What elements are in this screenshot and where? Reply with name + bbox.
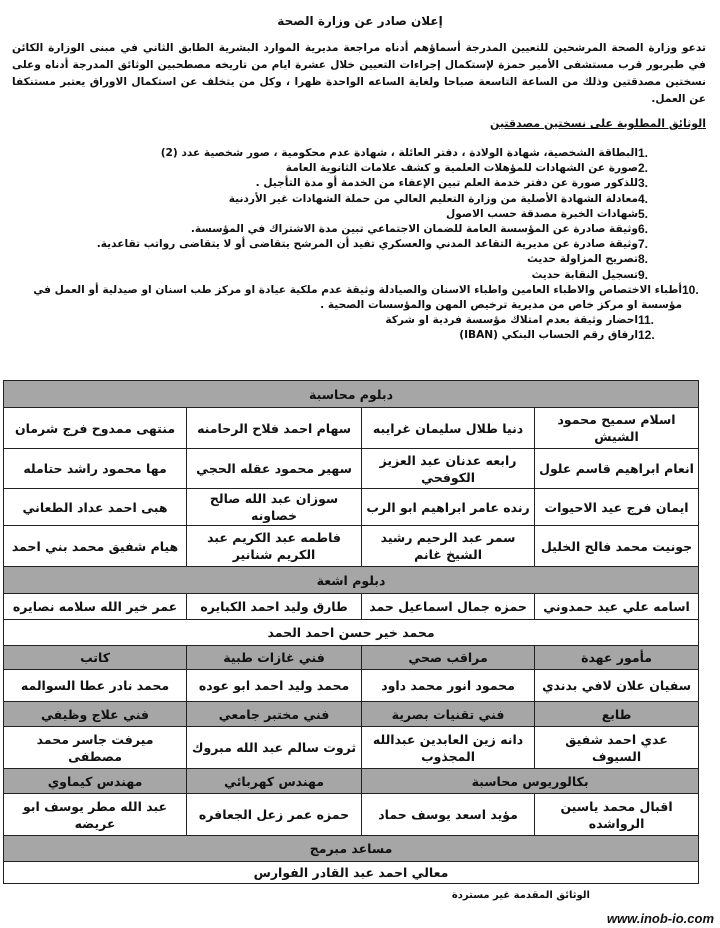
candidate-name-cell: سمر عبد الرحيم رشيد الشيخ غانم (362, 526, 535, 567)
candidate-name-cell: عبد الله مطر يوسف ابو عريضه (4, 794, 187, 836)
requirement-number: 12. (638, 328, 655, 343)
table-row (4, 670, 699, 702)
requirement-text: تسجيل النقابة حديث (531, 268, 638, 281)
requirement-number: 4. (638, 191, 649, 206)
candidate-name-cell: سوزان عبد الله صالح خصاونه (187, 489, 362, 526)
candidate-name-cell: ميرفت جاسر محمد مصطفى (4, 727, 187, 769)
requirement-text: أطباء الاختصاص والاطباء العامين واطباء الاسنان والصيادلة وثيقة عدم ملكية عيادة او مركز طب اسنان او صيدلية أو العمل في مؤسسة او مركز خاص من مديرية ترخيص المهن والمؤسسات الصحية . (33, 283, 682, 312)
table-row (4, 620, 699, 646)
candidate-name-cell: سفيان علان لافي بدندي (535, 670, 699, 702)
requirement-text: معادلة الشهادة الأصلية من وزارة التعليم العالي من حملة الشهادات غير الأردنية (228, 192, 638, 205)
requirement-item (6, 207, 706, 222)
candidate-name-cell: اقبال محمد ياسين الرواشده (535, 794, 699, 836)
candidate-name-cell: حمزه عمر زعل الجعافره (187, 794, 362, 836)
candidate-name-cell: فاطمه عبد الكريم عبد الكريم شنانير (187, 526, 362, 567)
candidate-name-cell: منتهى ممدوح فرج شرمان (4, 408, 187, 449)
table-header-row (4, 702, 699, 727)
job-title-cell: طابع (535, 702, 699, 727)
requirements-list (6, 146, 706, 344)
job-title-cell: فني غازات طبية (187, 646, 362, 670)
requirement-text: وثيقة صادرة عن المؤسسة العامة للضمان الاجتماعي تبين مدة الاشتراك في المؤسسة. (190, 223, 638, 236)
candidate-name-cell: اسلام سميح محمود الشيش (535, 408, 699, 449)
candidate-name-cell: محمد خير حسن احمد الحمد (4, 620, 699, 646)
requirement-item (6, 192, 706, 207)
footer-note: الوثائق المقدمة غير مستردة (451, 890, 590, 901)
requirement-item (6, 161, 706, 176)
candidate-name-cell: سهير محمود عقله الحجي (187, 449, 362, 489)
requirement-item (6, 252, 706, 267)
requirement-number: 9. (638, 267, 649, 282)
candidate-name-cell: عمر خير الله سلامه نصايره (4, 594, 187, 620)
requirement-item (6, 328, 706, 343)
job-title-cell: بكالوريوس محاسبة (362, 769, 699, 794)
requirement-text: تصريح المزاولة حديث (527, 253, 638, 266)
candidate-name-cell: رنده عامر ابراهيم ابو الرب (362, 489, 535, 526)
candidate-name-cell: هبى احمد عداد الطعاني (4, 489, 187, 526)
job-title-cell: فني تقنيات بصرية (362, 702, 535, 727)
requirement-text: للذكور صورة عن دفتر خدمة العلم تبين الإعفاء من الخدمة أو مدة التأجيل . (255, 177, 638, 190)
requirement-number: 5. (638, 206, 649, 221)
requirement-item (6, 237, 706, 252)
requirements-heading: الوثائق المطلوبة على نسختين مصدقتين (490, 117, 706, 130)
candidate-name-cell: دنيا طلال سليمان غرايبه (362, 408, 535, 449)
requirement-item (6, 222, 706, 237)
candidate-name-cell: محمود انور محمد داود (362, 670, 535, 702)
requirement-text: ارفاق رقم الحساب البنكي (IBAN) (459, 329, 638, 342)
table-header-row (4, 567, 699, 594)
candidate-name-cell: هيام شفيق محمد بني احمد (4, 526, 187, 567)
table-header-row (4, 836, 699, 862)
table-row (4, 727, 699, 769)
candidate-name-cell: جونيت محمد فالح الخليل (535, 526, 699, 567)
job-title-cell: مهندس كهربائي (187, 769, 362, 794)
candidate-name-cell: دانه زين العابدين عبدالله المجذوب (362, 727, 535, 769)
candidate-name-cell: مؤيد اسعد يوسف حماد (362, 794, 535, 836)
table-row (4, 862, 699, 884)
requirement-text: شهادات الخبرة مصدقة حسب الاصول (446, 207, 638, 220)
candidates-table (3, 380, 699, 884)
table-row (4, 526, 699, 567)
candidate-name-cell: طارق وليد احمد الكبايره (187, 594, 362, 620)
candidate-name-cell: ايمان فرج عيد الاحيوات (535, 489, 699, 526)
job-title-cell: فني علاج وظيفي (4, 702, 187, 727)
requirement-item (6, 146, 706, 161)
job-title-cell: دبلوم اشعة (4, 567, 699, 594)
table-header-row (4, 381, 699, 408)
table-header-row (4, 646, 699, 670)
table-row (4, 594, 699, 620)
job-title-cell: فني مختبر جامعي (187, 702, 362, 727)
requirement-text: وثيقة صادرة عن مديرية التقاعد المدني والعسكري تفيد أن المرشح يتقاضى أو لا يتقاضى رواتب تقاعدية. (96, 238, 638, 251)
announcement-title: إعلان صادر عن وزارة الصحة (277, 14, 443, 28)
job-title-cell: مراقب صحي (362, 646, 535, 670)
candidate-name-cell: اسامه علي عيد حمدوني (535, 594, 699, 620)
candidate-name-cell: مها محمود راشد حتامله (4, 449, 187, 489)
candidate-name-cell: معالي احمد عبد القادر الفوارس (4, 862, 699, 884)
requirement-number: 7. (638, 237, 649, 252)
candidate-name-cell: عدي احمد شفيق السيوف (535, 727, 699, 769)
candidate-name-cell: محمد نادر عطا السوالمه (4, 670, 187, 702)
table-row (4, 408, 699, 449)
intro-paragraph: تدعو وزارة الصحة المرشحين للتعيين المدرجة أسماؤهم أدناه مراجعة مديرية الموارد البشرية الطابق الثاني في مبنى الوزارة الكائن في طبربور قرب مستشفى الأمير حمزة لإستكمال إجراءات التعيين خلال عشرة ايام من تاريخه مصطحبين الوثائق المدرجة أدناه وعلى نسختين مصدقتين وذلك من الساعة التاسعة صباحا ولغاية الساعه الواحدة ظهرا ، وكل من يتخلف عن استكمال الاوراق يعتبر مستنكفا عن العمل. (12, 42, 706, 105)
requirement-number: 11. (638, 313, 655, 328)
requirement-number: 1. (638, 146, 649, 160)
candidate-name-cell: ثروت سالم عبد الله مبروك (187, 727, 362, 769)
requirement-item (6, 176, 706, 191)
watermark: www.inob-io.com (606, 911, 714, 926)
job-title-cell: مأمور عهدة (535, 646, 699, 670)
requirement-number: 6. (638, 222, 649, 237)
requirement-item (6, 268, 706, 283)
requirement-number: 2. (638, 161, 649, 176)
candidate-name-cell: حمزه جمال اسماعيل حمد (362, 594, 535, 620)
job-title-cell: كاتب (4, 646, 187, 670)
requirement-text: احضار وثيقة بعدم امتلاك مؤسسة فردية او شركة (385, 314, 638, 327)
candidate-name-cell: انعام ابراهيم قاسم علول (535, 449, 699, 489)
job-title-cell: مساعد مبرمج (4, 836, 699, 862)
job-title-cell: دبلوم محاسبة (4, 381, 699, 408)
requirement-text: البطاقة الشخصية، شهادة الولادة ، دفتر العائلة ، شهادة عدم محكومية ، صور شخصية عدد (2) (160, 147, 638, 159)
table-header-row (4, 769, 699, 794)
requirement-number: 3. (638, 176, 649, 191)
job-title-cell: مهندس كيماوي (4, 769, 187, 794)
requirement-item (6, 283, 706, 313)
requirement-text: صورة عن الشهادات للمؤهلات العلمية و كشف علامات الثانوية العامة (285, 162, 638, 175)
candidate-name-cell: محمد وليد احمد ابو عوده (187, 670, 362, 702)
table-row (4, 449, 699, 489)
table-row (4, 489, 699, 526)
requirement-number: 8. (638, 252, 649, 267)
requirement-number: 10. (682, 282, 699, 297)
requirement-item (6, 313, 706, 328)
table-row (4, 794, 699, 836)
candidate-name-cell: رابعه عدنان عبد العزيز الكوفحي (362, 449, 535, 489)
candidate-name-cell: سهام احمد فلاح الرحامنه (187, 408, 362, 449)
